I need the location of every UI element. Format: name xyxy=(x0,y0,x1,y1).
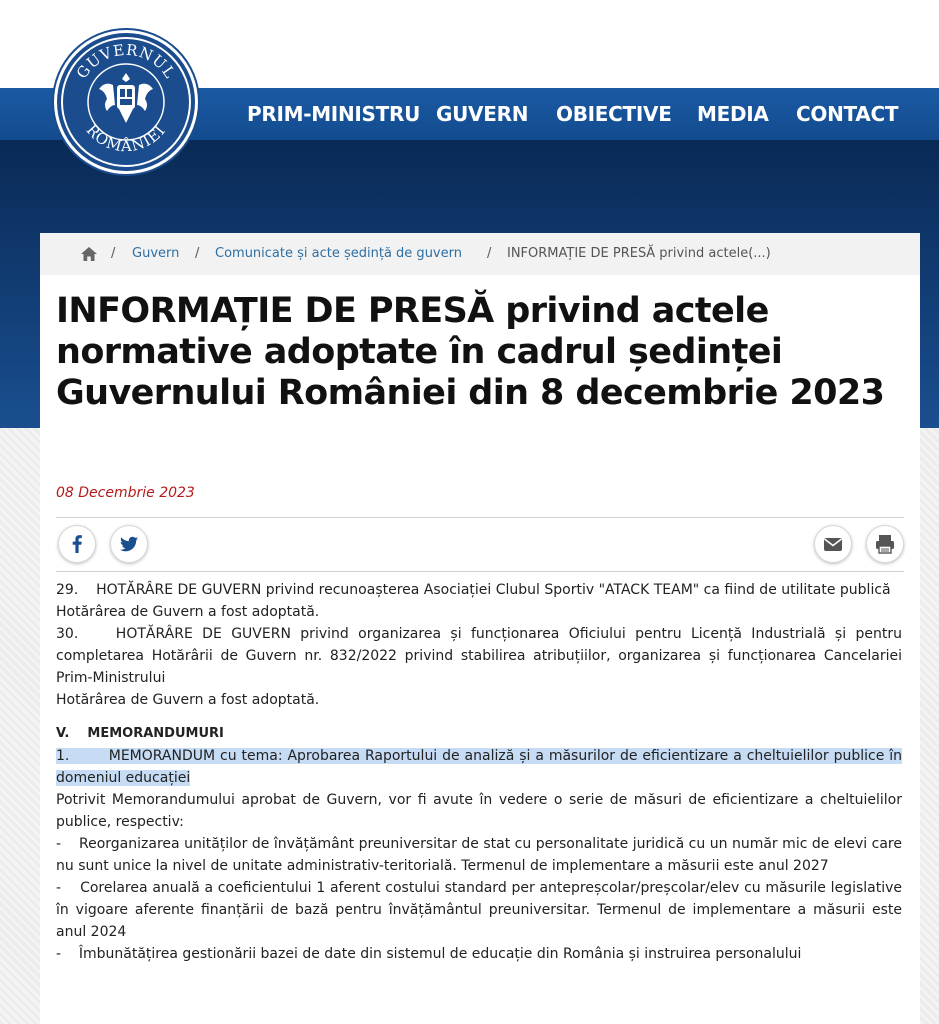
nav-prim-ministru[interactable]: PRIM-MINISTRU xyxy=(247,102,421,126)
article-card xyxy=(40,233,920,1024)
divider xyxy=(56,517,904,518)
email-share-button[interactable] xyxy=(814,525,852,563)
breadcrumb-separator: / xyxy=(111,246,116,261)
divider xyxy=(56,571,904,572)
measure-1: - Reorganizarea unităților de învățământ preuniversitar de stat cu personalitate juridică cu un număr mic de elevi care nu sunt unice la nivel de unitate administrativ-teritorială. Termenul de implementare a măsurii este anul 2027 xyxy=(56,836,902,874)
nav-media[interactable]: MEDIA xyxy=(697,102,769,126)
article-content xyxy=(56,582,902,1024)
decision-29: 29. HOTĂRÂRE DE GUVERN privind recunoașterea Asociației Clubul Sportiv "ATACK TEAM" ca fiind de utilitate publică xyxy=(56,582,891,598)
breadcrumb-comunicate[interactable]: Comunicate și acte ședință de guvern xyxy=(215,246,462,261)
measure-3: - Îmbunătățirea gestionării bazei de date din sistemul de educație din România și instruirea personalului xyxy=(56,946,802,962)
section-memorandums: V. MEMORANDUMURI xyxy=(56,726,224,741)
print-icon xyxy=(867,526,903,562)
page-title: INFORMAȚIE DE PRESĂ privind actele normative adoptate în cadrul ședinței Guvernului României din 8 decembrie 2023 xyxy=(56,291,885,413)
print-button[interactable] xyxy=(866,525,904,563)
decision-30: 30. HOTĂRÂRE DE GUVERN privind organizarea și funcționarea Oficiului pentru Licență Industrială și pentru completarea Hotărârii de Guvern nr. 832/2022 privind stabilirea atribuțiilor, organizarea și funcționarea Cancelariei Prim-Ministrului xyxy=(56,626,902,686)
memorandum-1-text: Potrivit Memorandumului aprobat de Guvern, vor fi avute în vedere o serie de măsuri de eficientizare a cheltuielilor publice, respectiv: xyxy=(56,792,902,830)
measure-2: - Corelarea anuală a coeficientului 1 aferent costului standard per antepreșcolar/preșcolar/elev cu măsurile legislative în vigoare aferente finanțării de bază pentru învățământul preuniversitar. Termenul de implementare a măsurii este anul 2024 xyxy=(56,880,902,940)
facebook-icon xyxy=(59,526,95,562)
memorandum-1-title[interactable]: 1. MEMORANDUM cu tema: Aprobarea Raportului de analiză și a măsurilor de eficientizare a cheltuielilor publice în domeniul educației xyxy=(56,748,902,786)
nav-guvern[interactable]: GUVERN xyxy=(436,102,529,126)
publish-date: 08 Decembrie 2023 xyxy=(56,485,195,501)
breadcrumb-separator: / xyxy=(195,246,200,261)
breadcrumb-separator: / xyxy=(487,246,492,261)
logo-bottom-text: ROMÂNIEI xyxy=(82,120,170,156)
twitter-icon xyxy=(111,526,147,562)
twitter-share-button[interactable] xyxy=(110,525,148,563)
nav-obiective[interactable]: OBIECTIVE xyxy=(556,102,672,126)
main-navigation xyxy=(0,88,939,140)
facebook-share-button[interactable] xyxy=(58,525,96,563)
breadcrumb-guvern[interactable]: Guvern xyxy=(132,246,180,261)
nav-contact[interactable]: CONTACT xyxy=(796,102,899,126)
breadcrumb xyxy=(40,233,920,275)
logo-top-text: GUVERNUL xyxy=(72,40,180,83)
decision-29-result: Hotărârea de Guvern a fost adoptată. xyxy=(56,604,320,620)
home-icon[interactable] xyxy=(81,247,97,261)
breadcrumb-current: INFORMAȚIE DE PRESĂ privind actele(...) xyxy=(507,246,771,261)
decision-30-result: Hotărârea de Guvern a fost adoptată. xyxy=(56,692,320,708)
email-icon xyxy=(815,526,851,562)
